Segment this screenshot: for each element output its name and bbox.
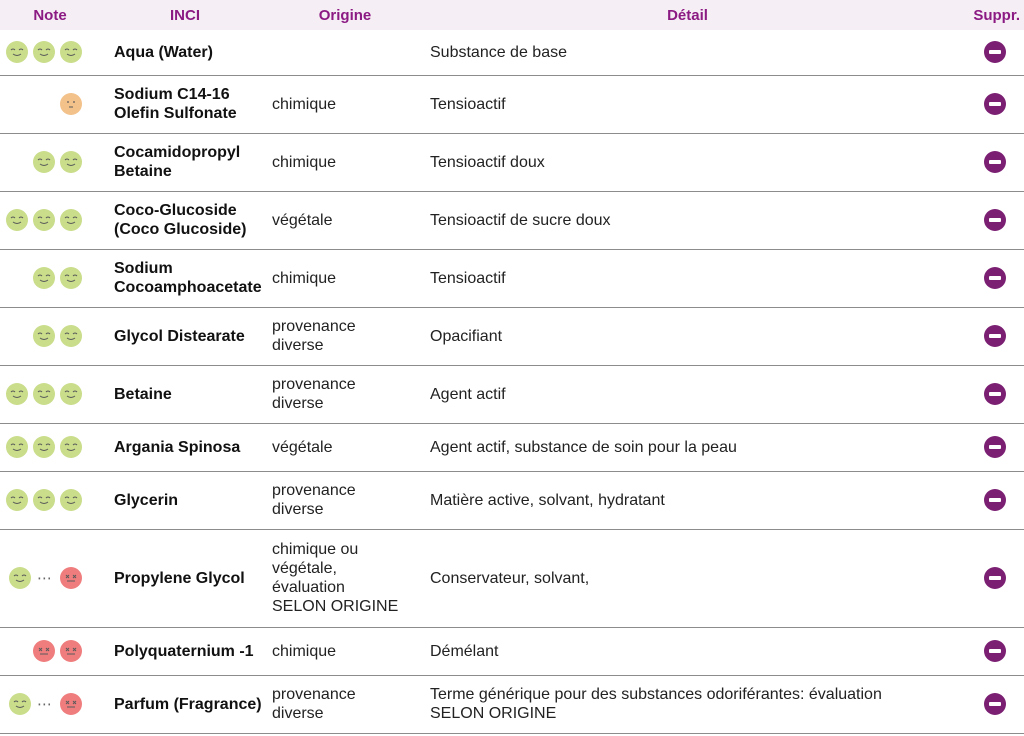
suppr-cell xyxy=(955,30,1024,75)
remove-ingredient-button[interactable] xyxy=(984,267,1006,289)
table-header xyxy=(0,0,1024,30)
ellipsis-icon: ⋯ xyxy=(37,695,53,713)
sad-face-icon xyxy=(33,640,55,662)
remove-ingredient-button[interactable] xyxy=(984,567,1006,589)
detail-cell xyxy=(420,627,955,675)
table-row xyxy=(0,249,1024,307)
text-line: (Coco Glucoside) xyxy=(114,221,247,238)
table-row xyxy=(0,471,1024,529)
table-row xyxy=(0,365,1024,423)
origine-cell xyxy=(270,307,420,365)
text-line: Terme générique pour des substances odoriférantes: évaluation xyxy=(430,686,882,703)
inci-name xyxy=(100,191,270,249)
table-row xyxy=(0,133,1024,191)
table-row xyxy=(0,307,1024,365)
smiley-face-icon xyxy=(60,436,82,458)
text-line: Cocoamphoacetate xyxy=(114,279,262,296)
text-line: chimique xyxy=(272,269,337,287)
text-line: Betaine xyxy=(114,385,172,403)
text-line: Parfum (Fragrance) xyxy=(114,695,262,713)
detail-cell xyxy=(420,191,955,249)
rating-cell xyxy=(0,529,100,627)
text-line: Coco-Glucoside xyxy=(114,202,237,219)
smiley-face-icon xyxy=(60,41,82,63)
sad-face-icon xyxy=(60,693,82,715)
table-row xyxy=(0,675,1024,733)
column-header-inci: INCI xyxy=(170,6,200,24)
smiley-face-icon xyxy=(6,383,28,405)
text-line: Substance de base xyxy=(430,43,567,61)
text-line: Agent actif xyxy=(430,385,506,403)
detail-cell xyxy=(420,471,955,529)
text-line: Sodium xyxy=(114,260,173,277)
smiley-face-icon xyxy=(60,267,82,289)
sad-face-icon xyxy=(60,640,82,662)
detail-cell xyxy=(420,307,955,365)
origine-cell xyxy=(270,191,420,249)
column-header-suppr: Suppr. xyxy=(973,6,1020,24)
remove-ingredient-button[interactable] xyxy=(984,383,1006,405)
inci-name xyxy=(100,529,270,627)
remove-ingredient-button[interactable] xyxy=(984,693,1006,715)
suppr-cell xyxy=(955,529,1024,627)
ellipsis-icon: ⋯ xyxy=(37,569,53,587)
rating-cell xyxy=(0,627,100,675)
suppr-cell xyxy=(955,471,1024,529)
smiley-face-icon xyxy=(33,383,55,405)
remove-ingredient-button[interactable] xyxy=(984,151,1006,173)
rating-cell xyxy=(0,191,100,249)
origine-cell xyxy=(270,249,420,307)
rating-cell xyxy=(0,30,100,75)
text-line: diverse xyxy=(272,395,324,412)
suppr-cell xyxy=(955,133,1024,191)
detail-cell xyxy=(420,249,955,307)
text-line: Aqua (Water) xyxy=(114,43,213,61)
text-line: Agent actif, substance de soin pour la peau xyxy=(430,438,737,456)
origine-cell xyxy=(270,365,420,423)
rating-cell xyxy=(0,307,100,365)
inci-name xyxy=(100,307,270,365)
inci-name xyxy=(100,249,270,307)
remove-ingredient-button[interactable] xyxy=(984,640,1006,662)
text-line: évaluation xyxy=(272,579,345,596)
remove-ingredient-button[interactable] xyxy=(984,325,1006,347)
rating-cell xyxy=(0,423,100,471)
text-line: Opacifiant xyxy=(430,327,503,345)
text-line: Betaine xyxy=(114,163,172,180)
origine-cell xyxy=(270,75,420,133)
inci-name xyxy=(100,675,270,733)
rating-cell xyxy=(0,249,100,307)
smiley-face-icon xyxy=(60,383,82,405)
table-row xyxy=(0,30,1024,75)
origine-cell xyxy=(270,423,420,471)
smiley-face-icon xyxy=(6,41,28,63)
smiley-face-icon xyxy=(6,489,28,511)
inci-name xyxy=(100,471,270,529)
remove-ingredient-button[interactable] xyxy=(984,209,1006,231)
column-header-detail: Détail xyxy=(667,6,708,24)
table-row xyxy=(0,75,1024,133)
text-line: Cocamidopropyl xyxy=(114,144,241,161)
suppr-cell xyxy=(955,307,1024,365)
text-line: SELON ORIGINE xyxy=(272,598,399,615)
table-row xyxy=(0,627,1024,675)
detail-cell xyxy=(420,133,955,191)
text-line: végétale xyxy=(272,438,333,456)
remove-ingredient-button[interactable] xyxy=(984,41,1006,63)
text-line: végétale, xyxy=(272,560,337,577)
smiley-face-icon xyxy=(33,41,55,63)
smiley-face-icon xyxy=(6,209,28,231)
neutral-face-icon xyxy=(60,93,82,115)
text-line: diverse xyxy=(272,705,324,722)
origine-cell xyxy=(270,529,420,627)
text-line: provenance xyxy=(272,318,356,335)
sad-face-icon xyxy=(60,567,82,589)
text-line: Conservateur, solvant, xyxy=(430,569,590,587)
text-line: chimique xyxy=(272,642,337,660)
text-line: diverse xyxy=(272,501,324,518)
smiley-face-icon xyxy=(33,489,55,511)
table-row xyxy=(0,529,1024,627)
detail-cell xyxy=(420,365,955,423)
text-line: Sodium C14-16 xyxy=(114,86,230,103)
detail-cell xyxy=(420,529,955,627)
text-line: Glycerin xyxy=(114,491,179,509)
text-line: Argania Spinosa xyxy=(114,438,241,456)
smiley-face-icon xyxy=(33,436,55,458)
smiley-face-icon xyxy=(6,436,28,458)
text-line: Tensioactif de sucre doux xyxy=(430,211,611,229)
inci-name xyxy=(100,133,270,191)
smiley-face-icon xyxy=(60,151,82,173)
text-line: Tensioactif doux xyxy=(430,153,545,171)
detail-cell xyxy=(420,75,955,133)
suppr-cell xyxy=(955,365,1024,423)
inci-name xyxy=(100,627,270,675)
column-header-note: Note xyxy=(33,6,67,24)
smiley-face-icon xyxy=(33,325,55,347)
smiley-face-icon xyxy=(33,209,55,231)
text-line: SELON ORIGINE xyxy=(430,705,557,722)
smiley-face-icon xyxy=(60,489,82,511)
text-line: Tensioactif xyxy=(430,95,506,113)
remove-ingredient-button[interactable] xyxy=(984,93,1006,115)
detail-cell xyxy=(420,30,955,75)
suppr-cell xyxy=(955,675,1024,733)
text-line: Démélant xyxy=(430,642,499,660)
suppr-cell xyxy=(955,75,1024,133)
text-line: chimique xyxy=(272,95,337,113)
text-line: Olefin Sulfonate xyxy=(114,105,237,122)
inci-name xyxy=(100,30,270,75)
rating-cell xyxy=(0,471,100,529)
column-header-origine: Origine xyxy=(318,6,372,24)
text-line: chimique xyxy=(272,153,337,171)
table-row xyxy=(0,191,1024,249)
text-line: Propylene Glycol xyxy=(114,569,245,587)
text-line: provenance xyxy=(272,482,356,499)
origine-cell xyxy=(270,675,420,733)
text-line: Polyquaternium -1 xyxy=(114,642,254,660)
suppr-cell xyxy=(955,249,1024,307)
remove-ingredient-button[interactable] xyxy=(984,436,1006,458)
table-row xyxy=(0,423,1024,471)
remove-ingredient-button[interactable] xyxy=(984,489,1006,511)
suppr-cell xyxy=(955,627,1024,675)
inci-name xyxy=(100,75,270,133)
rating-cell xyxy=(0,133,100,191)
inci-name xyxy=(100,365,270,423)
smiley-face-icon xyxy=(33,151,55,173)
text-line: diverse xyxy=(272,337,324,354)
suppr-cell xyxy=(955,191,1024,249)
origine-cell xyxy=(270,471,420,529)
origine-cell xyxy=(270,133,420,191)
smiley-face-icon xyxy=(9,693,31,715)
text-line: provenance xyxy=(272,686,356,703)
text-line: Matière active, solvant, hydratant xyxy=(430,491,665,509)
detail-cell xyxy=(420,423,955,471)
smiley-face-icon xyxy=(33,267,55,289)
rating-cell xyxy=(0,75,100,133)
detail-cell xyxy=(420,675,955,733)
smiley-face-icon xyxy=(60,325,82,347)
rating-cell xyxy=(0,675,100,733)
text-line: chimique ou xyxy=(272,541,359,558)
origine-cell xyxy=(270,30,420,75)
smiley-face-icon xyxy=(9,567,31,589)
text-line: végétale xyxy=(272,211,333,229)
smiley-face-icon xyxy=(60,209,82,231)
rating-cell xyxy=(0,365,100,423)
text-line: Tensioactif xyxy=(430,269,506,287)
text-line: Glycol Distearate xyxy=(114,327,245,345)
text-line: provenance xyxy=(272,376,356,393)
suppr-cell xyxy=(955,423,1024,471)
inci-name xyxy=(100,423,270,471)
origine-cell xyxy=(270,627,420,675)
